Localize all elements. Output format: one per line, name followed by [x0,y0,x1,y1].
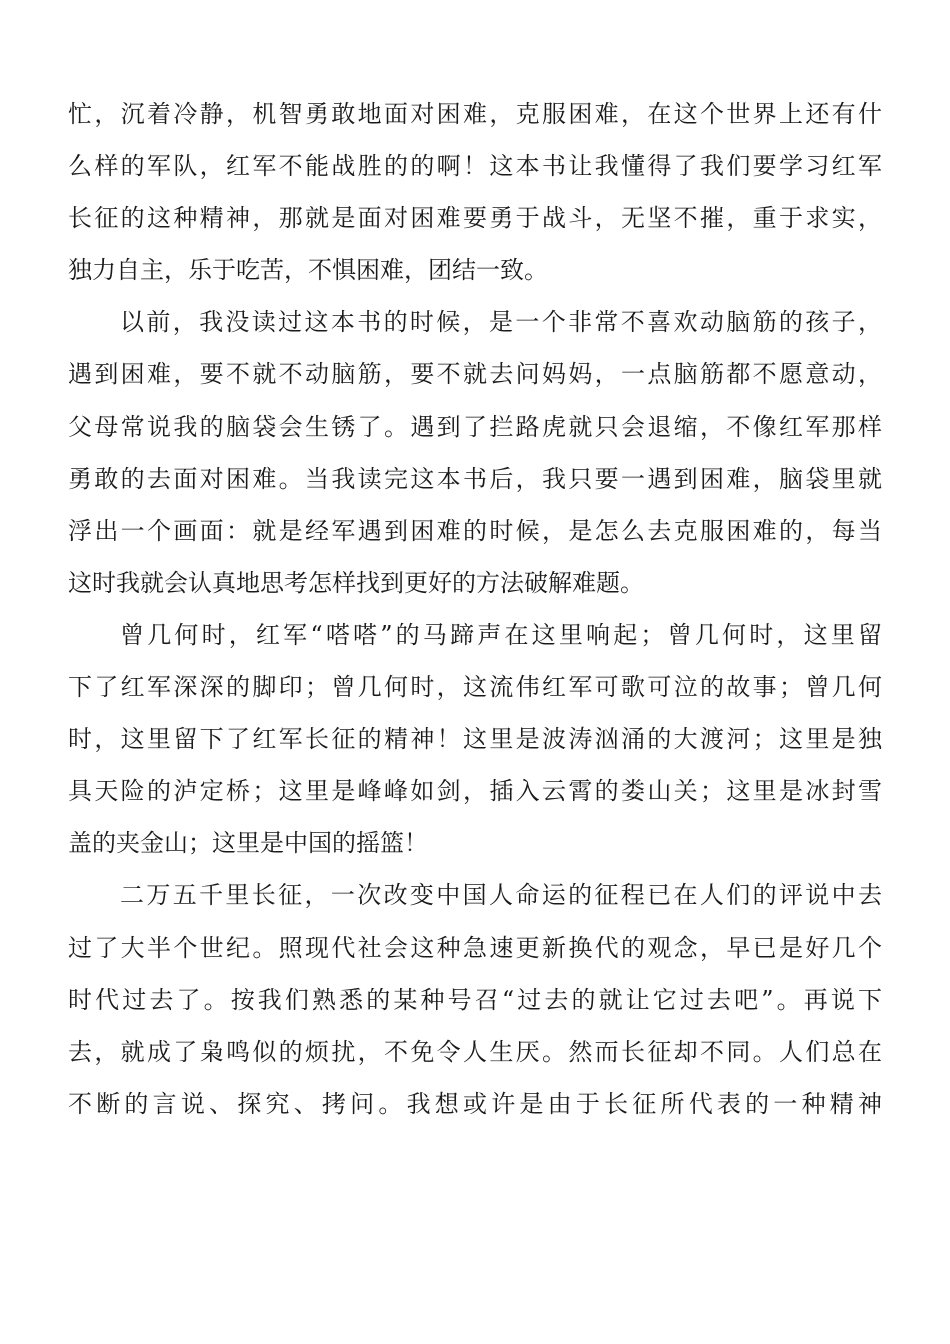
document-page [68,88,882,1318]
paragraph-4 [68,869,882,1129]
text-line: 下了红军深深的脚印；曾几何时，这流伟红军可歌可泣的故事；曾几何 [68,673,882,702]
paragraph-1 [68,88,882,296]
text-line: 去，就成了枭鸣似的烦扰，不免令人生厌。然而长征却不同。人们总在 [68,1037,882,1066]
text-line: 遇到困难，要不就不动脑筋，要不就去问妈妈，一点脑筋都不愿意动， [68,360,882,389]
text-line: 浮出一个画面：就是经军遇到困难的时候，是怎么去克服困难的，每当 [68,516,882,545]
paragraph-3 [68,609,882,869]
text-line: 么样的军队，红军不能战胜的的啊！这本书让我懂得了我们要学习红军 [68,152,882,181]
text-line: 勇敢的去面对困难。当我读完这本书后，我只要一遇到困难，脑袋里就 [68,464,882,493]
text-line: 以前，我没读过这本书的时候，是一个非常不喜欢动脑筋的孩子， [120,308,882,337]
text-line: 盖的夹金山；这里是中国的摇篮！ [68,829,428,858]
text-line: 这时我就会认真地思考怎样找到更好的方法破解难题。 [68,568,644,597]
text-line: 具天险的泸定桥；这里是峰峰如剑，插入云霄的娄山关；这里是冰封雪 [68,777,882,806]
text-line: 时代过去了。按我们熟悉的某种号召“过去的就让它过去吧”。再说下 [68,985,882,1014]
text-line: 父母常说我的脑袋会生锈了。遇到了拦路虎就只会退缩，不像红军那样 [68,412,882,441]
text-line: 不断的言说、探究、拷问。我想或许是由于长征所代表的一种精神 [68,1089,882,1118]
text-line: 长征的这种精神，那就是面对困难要勇于战斗，无坚不摧，重于求实， [68,204,882,233]
text-line: 忙，沉着冷静，机智勇敢地面对困难，克服困难，在这个世界上还有什 [68,100,882,128]
text-line: 二万五千里长征，一次改变中国人命运的征程已在人们的评说中去 [120,881,882,910]
text-line: 曾几何时，红军“嗒嗒”的马蹄声在这里响起；曾几何时，这里留 [120,620,882,649]
text-line: 过了大半个世纪。照现代社会这种急速更新换代的观念，早已是好几个 [68,933,882,962]
text-line: 独力自主，乐于吃苦，不惧困难，团结一致。 [68,256,548,285]
paragraph-2 [68,296,882,609]
text-line: 时，这里留下了红军长征的精神！这里是波涛汹涌的大渡河；这里是独 [68,725,882,754]
